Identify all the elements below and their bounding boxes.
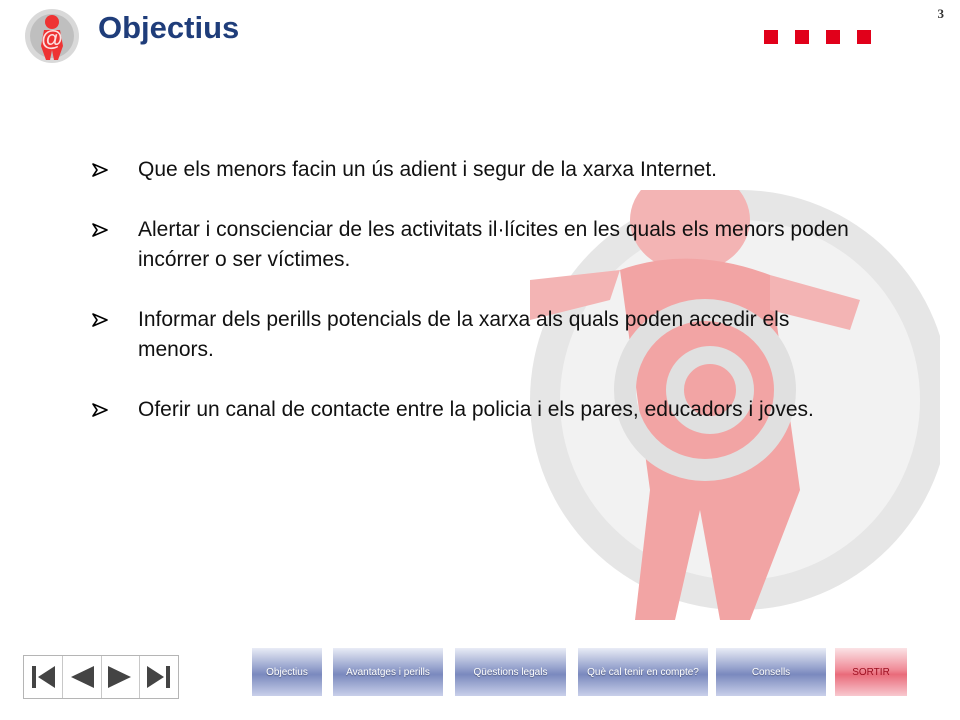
first-slide-icon bbox=[28, 662, 58, 692]
decorative-squares bbox=[764, 30, 871, 44]
menu-consells-button[interactable]: Consells bbox=[716, 648, 826, 696]
red-square-icon bbox=[795, 30, 809, 44]
exit-button[interactable]: SORTIR bbox=[835, 648, 907, 696]
list-item-text: Alertar i conscienciar de les activitats il·lícites en les quals els menors poden incórrer o ser víctimes. bbox=[138, 218, 849, 271]
menu-que-cal-tenir-button[interactable]: Què cal tenir en compte? bbox=[578, 648, 708, 696]
menu-objectius-button[interactable]: Objectius bbox=[252, 648, 322, 696]
list-item-text: Informar dels perills potencials de la xarxa als quals poden accedir els menors. bbox=[138, 308, 790, 361]
svg-text:@: @ bbox=[41, 26, 63, 51]
next-slide-icon bbox=[105, 662, 135, 692]
list-item bbox=[92, 155, 852, 185]
slide-navigation bbox=[23, 655, 179, 699]
last-slide-button[interactable] bbox=[140, 656, 178, 698]
previous-slide-icon bbox=[67, 662, 97, 692]
previous-slide-button[interactable] bbox=[63, 656, 102, 698]
first-slide-button[interactable] bbox=[24, 656, 63, 698]
list-item bbox=[92, 305, 852, 365]
menu-avantatges-button[interactable]: Avantatges i perills bbox=[333, 648, 443, 696]
page-title: Objectius bbox=[98, 10, 240, 45]
list-item bbox=[92, 395, 852, 425]
list-item-text: Que els menors facin un ús adient i segur de la xarxa Internet. bbox=[138, 158, 717, 181]
list-item bbox=[92, 215, 852, 275]
last-slide-icon bbox=[144, 662, 174, 692]
red-square-icon bbox=[764, 30, 778, 44]
arrow-bullet-icon bbox=[92, 403, 108, 417]
arrow-bullet-icon bbox=[92, 223, 108, 237]
list-item-text: Oferir un canal de contacte entre la policia i els pares, educadors i joves. bbox=[138, 398, 814, 421]
page-number: 3 bbox=[937, 6, 944, 21]
arrow-bullet-icon bbox=[92, 163, 108, 177]
at-sign-logo-icon bbox=[23, 8, 81, 64]
arrow-bullet-icon bbox=[92, 313, 108, 327]
objectives-list bbox=[92, 155, 852, 455]
next-slide-button[interactable] bbox=[102, 656, 141, 698]
red-square-icon bbox=[857, 30, 871, 44]
red-square-icon bbox=[826, 30, 840, 44]
menu-questions-legals-button[interactable]: Qüestions legals bbox=[455, 648, 566, 696]
